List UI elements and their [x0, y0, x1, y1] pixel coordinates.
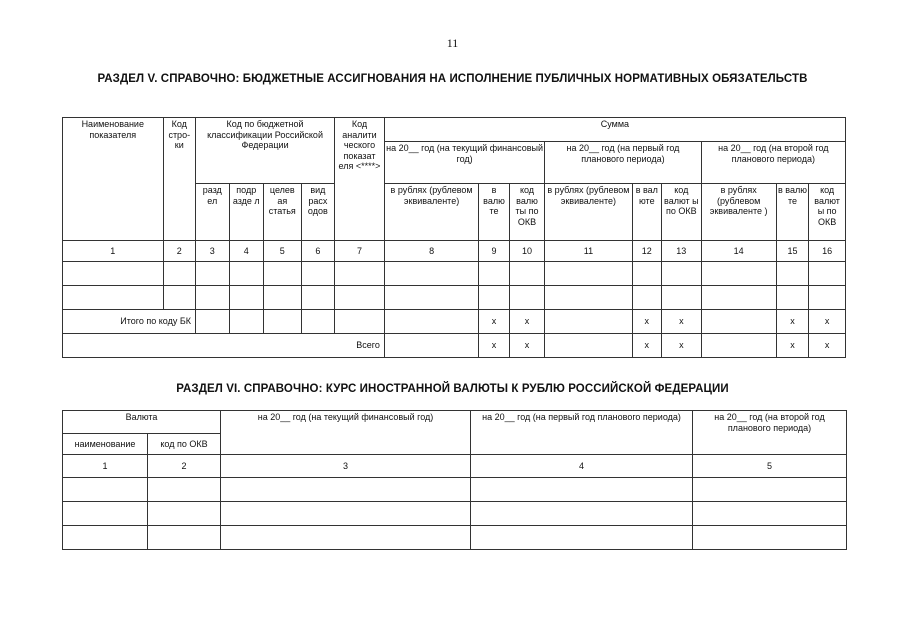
table-cell[interactable] — [301, 310, 335, 334]
header-analytic-code: Код аналити ческого показат еля <****> — [335, 118, 385, 241]
col-number: 3 — [221, 455, 471, 478]
header-name: Наименование показателя — [63, 118, 164, 241]
col-number: 2 — [148, 455, 221, 478]
table-cell[interactable] — [148, 502, 221, 526]
table-cell[interactable] — [693, 478, 847, 502]
table-cell[interactable] — [479, 286, 509, 310]
table-cell[interactable] — [63, 526, 148, 550]
section-6-title: РАЗДЕЛ VI. СПРАВОЧНО: КУРС ИНОСТРАННОЙ ВАЛЮТЫ К РУБЛЮ РОССИЙСКОЙ ФЕДЕРАЦИИ — [176, 383, 729, 395]
x-mark: x — [809, 334, 846, 358]
table-cell[interactable] — [196, 286, 230, 310]
table-cell[interactable] — [301, 262, 335, 286]
table-cell[interactable] — [335, 286, 385, 310]
total-by-bk-label: Итого по коду БК — [63, 310, 196, 334]
table-cell[interactable] — [701, 334, 776, 358]
table-cell[interactable] — [301, 286, 335, 310]
col-number: 3 — [196, 241, 230, 262]
table-row — [63, 478, 847, 502]
header-currency-current: в валю те — [479, 184, 509, 241]
table-cell[interactable] — [221, 526, 471, 550]
section-5-title: РАЗДЕЛ V. СПРАВОЧНО: БЮДЖЕТНЫЕ АССИГНОВАНИЯ НА ИСПОЛНЕНИЕ ПУБЛИЧНЫХ НОРМАТИВНЫХ ОБЯЗАТЕЛЬСТВ — [97, 73, 808, 85]
table-cell[interactable] — [384, 334, 478, 358]
table-cell[interactable] — [632, 286, 661, 310]
table-cell[interactable] — [63, 262, 164, 286]
table-cell[interactable] — [63, 286, 164, 310]
header-rub-first: в рублях (рублевом эквиваленте) — [545, 184, 632, 241]
col-number: 4 — [229, 241, 264, 262]
table-cell[interactable] — [384, 262, 478, 286]
x-mark: x — [809, 310, 846, 334]
header-okv-second: код валют ы по ОКВ — [809, 184, 846, 241]
x-mark: x — [776, 310, 808, 334]
header-currency-first: в вал юте — [632, 184, 661, 241]
table-cell[interactable] — [196, 310, 230, 334]
table-cell[interactable] — [509, 262, 545, 286]
table-cell[interactable] — [776, 262, 808, 286]
column-number-row — [63, 241, 846, 262]
header-rub-current: в рублях (рублевом эквиваленте) — [384, 184, 478, 241]
table-cell[interactable] — [384, 310, 478, 334]
budget-allocations-table — [62, 117, 846, 358]
table-cell[interactable] — [809, 286, 846, 310]
x-mark: x — [662, 334, 702, 358]
header-okv-code: код по ОКВ — [148, 434, 221, 455]
table-cell[interactable] — [809, 262, 846, 286]
table-cell[interactable] — [662, 262, 702, 286]
table-cell[interactable] — [693, 526, 847, 550]
grand-total-row — [63, 334, 846, 358]
col-number: 5 — [264, 241, 302, 262]
table-row — [63, 262, 846, 286]
header-period-current: на 20__ год (на текущий финансовый год) — [221, 411, 471, 455]
col-number: 7 — [335, 241, 385, 262]
col-number: 16 — [809, 241, 846, 262]
table-cell[interactable] — [471, 502, 693, 526]
col-number: 6 — [301, 241, 335, 262]
col-number: 11 — [545, 241, 632, 262]
header-subsection: подр азде л — [229, 184, 264, 241]
header-rub-second: в рублях (рублевом эквиваленте ) — [701, 184, 776, 241]
table-cell[interactable] — [471, 526, 693, 550]
x-mark: x — [632, 334, 661, 358]
table-cell[interactable] — [148, 526, 221, 550]
table-cell[interactable] — [479, 262, 509, 286]
header-section: разд ел — [196, 184, 230, 241]
header-period-second: на 20__ год (на второй год планового периода) — [693, 411, 847, 455]
col-number: 4 — [471, 455, 693, 478]
x-mark: x — [479, 310, 509, 334]
header-sum: Сумма — [384, 118, 845, 142]
table-row — [63, 286, 846, 310]
table-cell[interactable] — [229, 262, 264, 286]
table-cell[interactable] — [148, 478, 221, 502]
total-by-bk-row — [63, 310, 846, 334]
header-period-second: на 20__ год (на второй год планового периода) — [701, 142, 845, 184]
header-currency-name: наименование — [63, 434, 148, 455]
table-cell[interactable] — [545, 310, 632, 334]
col-number: 1 — [63, 455, 148, 478]
col-number: 10 — [509, 241, 545, 262]
header-expense-type: вид расх одов — [301, 184, 335, 241]
header-currency-second: в валю те — [776, 184, 808, 241]
header-period-first: на 20__ год (на первый год планового периода) — [471, 411, 693, 455]
table-cell[interactable] — [264, 286, 302, 310]
table-cell[interactable] — [632, 262, 661, 286]
table-cell[interactable] — [196, 262, 230, 286]
col-number: 12 — [632, 241, 661, 262]
table-cell[interactable] — [229, 310, 264, 334]
table-row — [63, 526, 847, 550]
x-mark: x — [509, 310, 545, 334]
table-cell[interactable] — [264, 262, 302, 286]
table-cell[interactable] — [229, 286, 264, 310]
table-row — [63, 502, 847, 526]
table-cell[interactable] — [545, 334, 632, 358]
table-cell[interactable] — [163, 262, 195, 286]
header-period-first: на 20__ год (на первый год планового периода) — [545, 142, 701, 184]
header-okv-current: код валю ты по ОКВ — [509, 184, 545, 241]
table-cell[interactable] — [701, 262, 776, 286]
table-cell[interactable] — [662, 286, 702, 310]
table-cell[interactable] — [701, 310, 776, 334]
table-cell[interactable] — [264, 310, 302, 334]
col-number: 8 — [384, 241, 478, 262]
col-number: 2 — [163, 241, 195, 262]
exchange-rate-table — [62, 410, 847, 550]
column-number-row — [63, 455, 847, 478]
table-cell[interactable] — [63, 502, 148, 526]
table-cell[interactable] — [693, 502, 847, 526]
col-number: 5 — [693, 455, 847, 478]
col-number: 13 — [662, 241, 702, 262]
col-number: 1 — [63, 241, 164, 262]
table-cell[interactable] — [163, 286, 195, 310]
x-mark: x — [662, 310, 702, 334]
header-line-code: Код стро-ки — [163, 118, 195, 241]
table-cell[interactable] — [221, 502, 471, 526]
table-cell[interactable] — [776, 286, 808, 310]
table-cell[interactable] — [384, 286, 478, 310]
table-cell[interactable] — [545, 262, 632, 286]
page-number: 11 — [446, 36, 459, 50]
col-number: 9 — [479, 241, 509, 262]
header-period-current: на 20__ год (на текущий финансовый год) — [384, 142, 544, 184]
x-mark: x — [509, 334, 545, 358]
col-number: 14 — [701, 241, 776, 262]
table-cell[interactable] — [509, 286, 545, 310]
header-target-article: целев ая статья — [264, 184, 302, 241]
header-okv-first: код валют ы по ОКВ — [662, 184, 702, 241]
table-cell[interactable] — [335, 262, 385, 286]
table-cell[interactable] — [221, 478, 471, 502]
x-mark: x — [776, 334, 808, 358]
grand-total-label: Всего — [63, 334, 385, 358]
table-cell[interactable] — [471, 478, 693, 502]
header-currency: Валюта — [63, 411, 221, 434]
x-mark: x — [632, 310, 661, 334]
col-number: 15 — [776, 241, 808, 262]
table-cell[interactable] — [63, 478, 148, 502]
table-cell[interactable] — [701, 286, 776, 310]
header-budget-code: Код по бюджетной классификации Российской Федерации — [196, 118, 335, 184]
table-cell[interactable] — [545, 286, 632, 310]
table-cell[interactable] — [335, 310, 385, 334]
x-mark: x — [479, 334, 509, 358]
